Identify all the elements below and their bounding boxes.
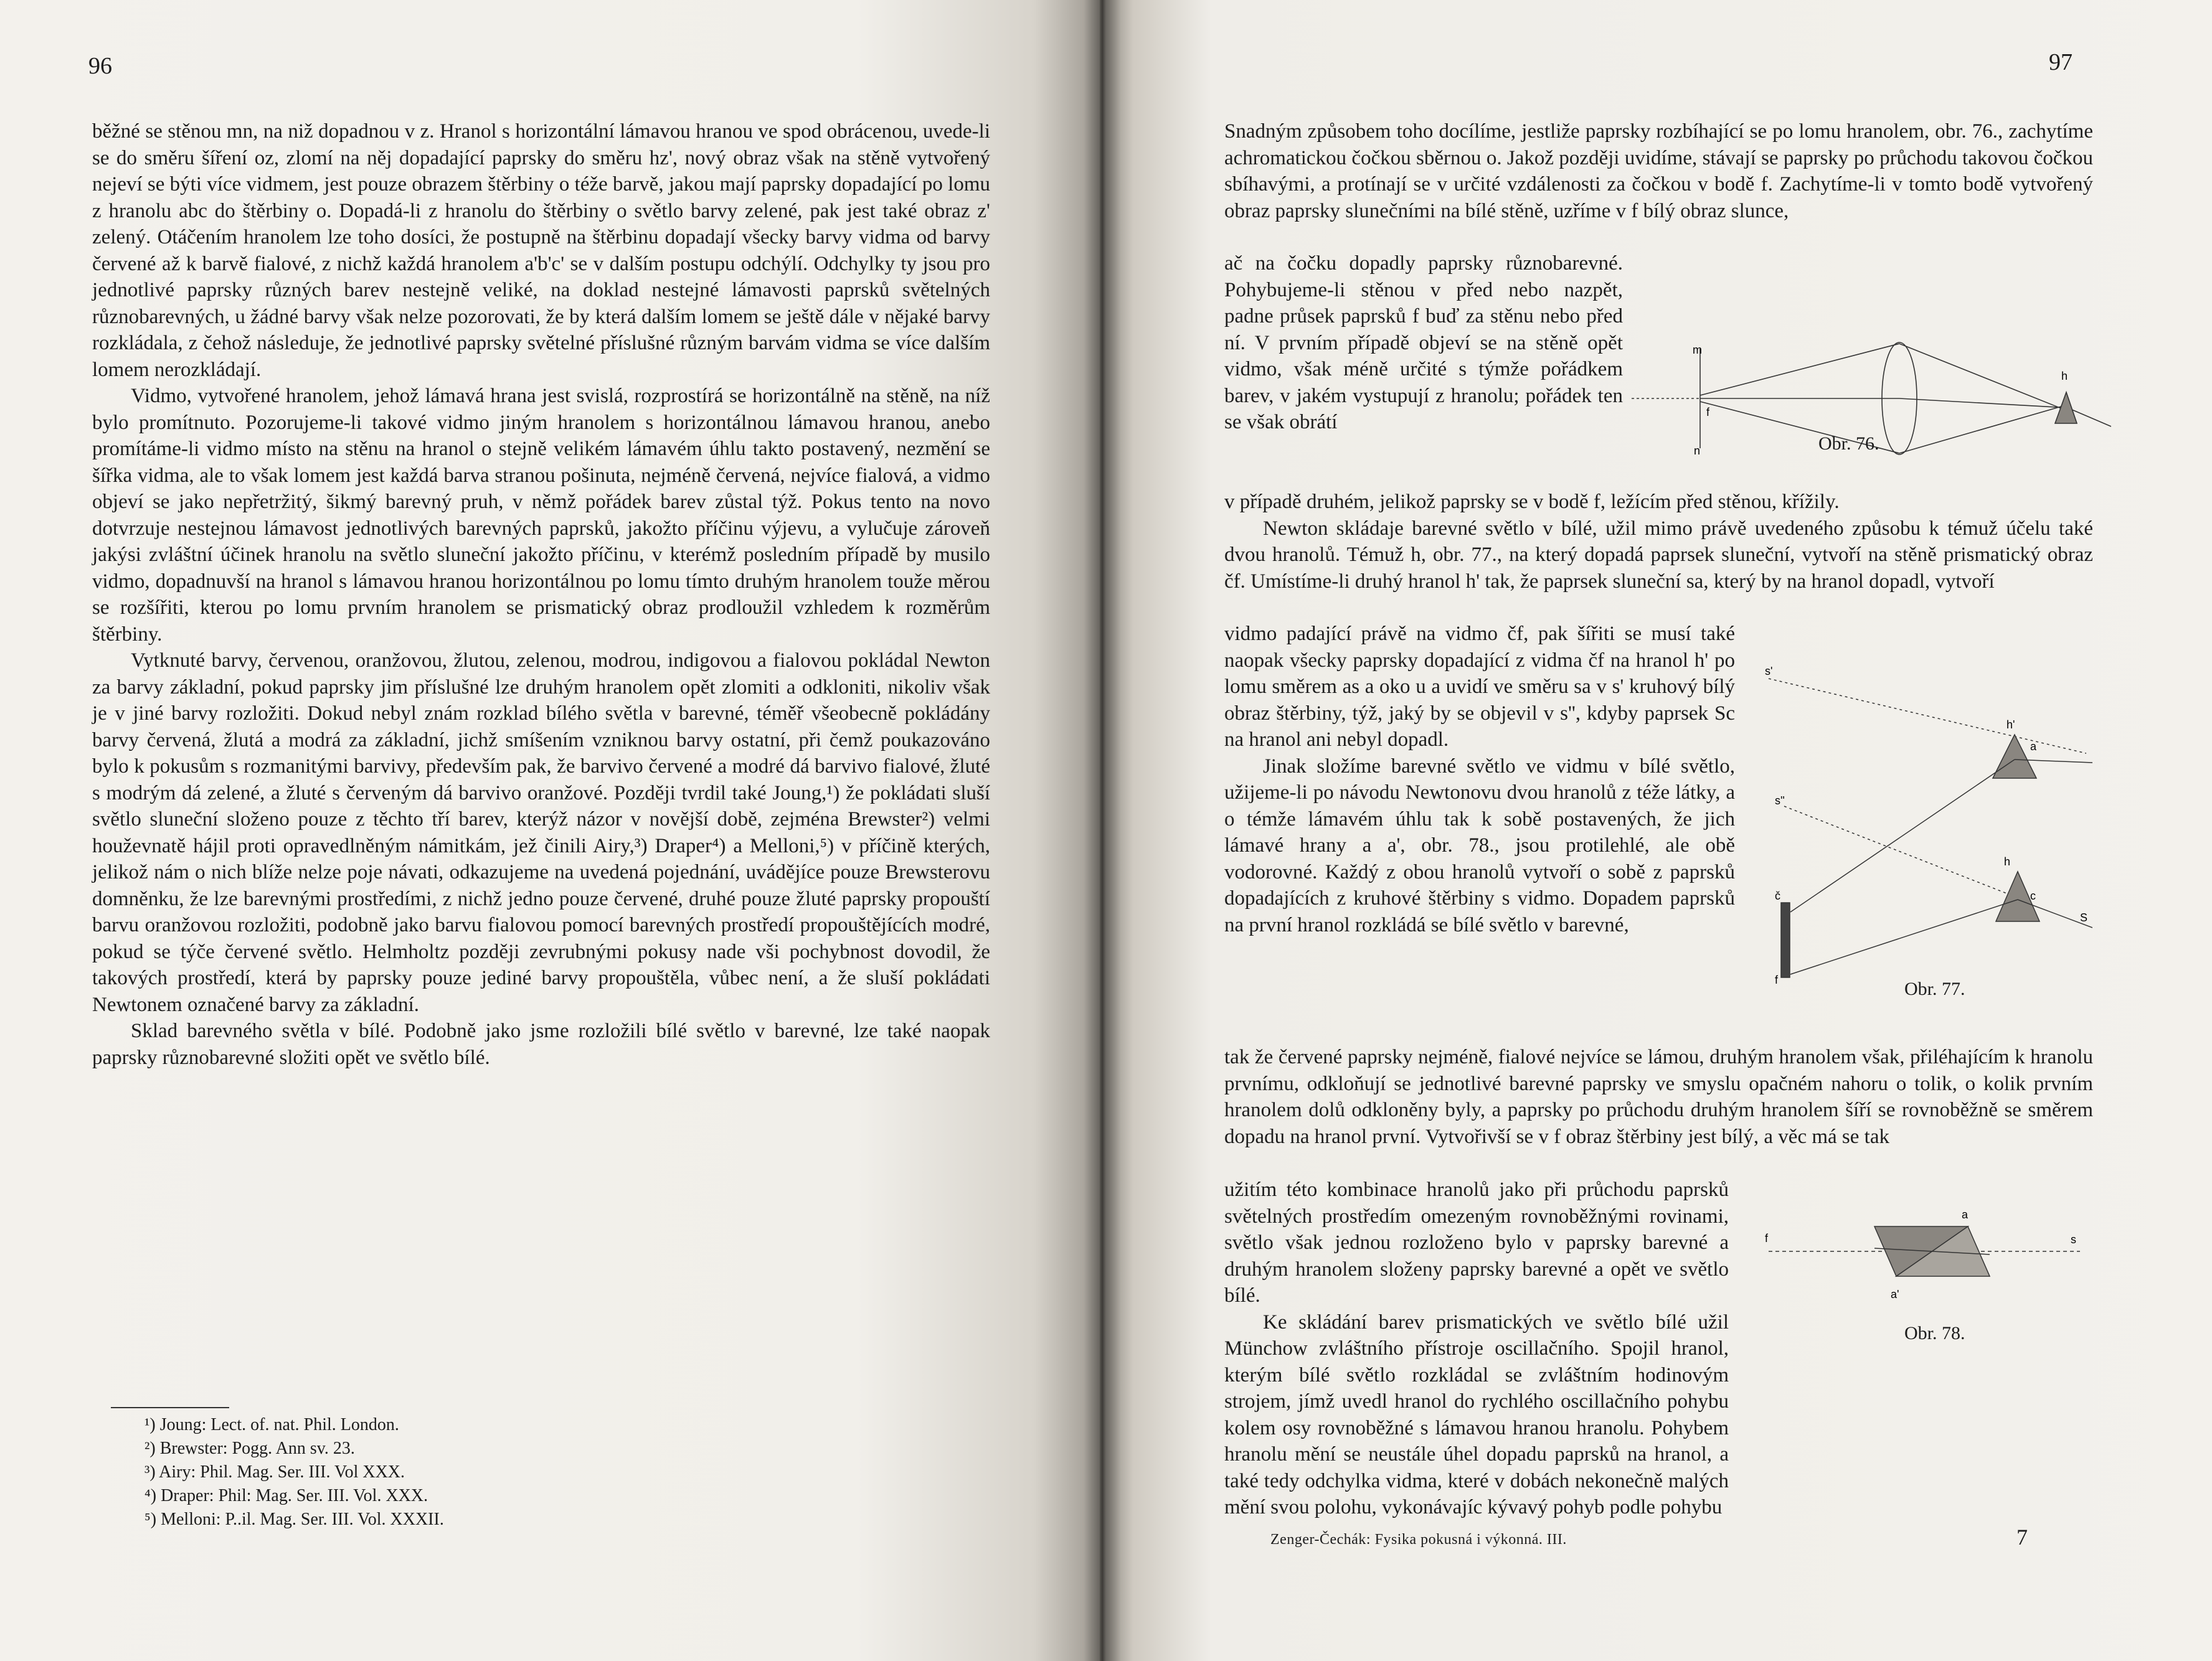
- left-paragraph-2: Vidmo, vytvořené hranolem, jehož lámavá hrana jest svislá, rozprostírá se horizontálně na stěně, na níž bylo promítnuto. Pozorujeme-li takové vidmo jiným hranolem s horizontálnou lámavou hranou, anebo promítáme-li vidmo místo na stěnu na hranol o stejně velikém lámavém úhlu takto postavený, nezmění se šířka vidma, ale to však lomem jest každá barva stranou pošinuta, nejméně červená, nejvíce fialová, a vidmo objeví se jako nepřetržitý, šikmý barevný pruh, v němž pořádek barev zůstal týž. Pokus tento na novo dotvrzuje nestejnou lámavost jednotlivých barevných paprsků, jakožto příčinu výjevu, a vylučuje zároveň jakýsi zvláštní účinek hranolu na světlo sluneční jakožto příčinu, v kterémž posledním případě by musilo vidmo, dopadnuvší na hranol s lámavou hranou horizontálnou po lomu tímto druhým hranolem touže měrou se rozšířiti, kterou po lomu prvním hranolem se prismatický obraz prodloužil vzhledem k rozměrům štěrbiny.: [92, 385, 990, 646]
- fig77-label-h: h: [2004, 855, 2011, 868]
- fig76-label-n: n: [1694, 445, 1701, 457]
- left-body: [92, 118, 990, 1071]
- right-paragraph-9: Ke skládání barev prismatických ve světlo bílé užil Münchow zvláštního přístroje oscillačního. Spojil hranol, kterým bílé světlo rozkládal se zvláštním hodinovým strojem, jímž uvedl hranol do rychlého oscillačního pohybu kolem osy rovnoběžné s lámavou hranou hranolu. Pohybem hranolu mění se neustále úhel dopadu paprsků na hranol, a také tedy odchylka vidma, které v dobách nekonečně malých mění svou polohu, vykonávajíc kývavý pohyb podle pohybu: [1224, 1310, 1729, 1518]
- right-text-block-3: [1224, 1044, 2093, 1150]
- signature-mark: 7: [2016, 1525, 2028, 1550]
- right-paragraph-4: Newton skládaje barevné světlo v bílé, užil mimo právě uvedeného způsobu k témuž účelu také dvou hranolů. Témuž h, obr. 77., na který dopadá paprsek sluneční, vytvoří na stěně prismatický obraz čf. Umístíme-li druhý hranol h' tak, že paprsek sluneční sa, který by na hranol dopadl, vytvoří: [1224, 517, 2093, 593]
- right-paragraph-2: ač na čočku dopadly paprsky různobarevné. Pohybujeme-li stěnou v před nebo nazpět, padne průsek paprsků f buď za stěnu nebo před ní. V prvním případě objeví se na stěně opět vidmo, však méně určité s týmže pořádkem barev, v jakém vystupují z hranolu; pořádek ten se však obrátí: [1224, 252, 1623, 433]
- fig77-label-s: S: [2080, 911, 2088, 924]
- fig77-label-f: f: [1775, 974, 1779, 984]
- right-top-paragraph: [1224, 118, 2093, 224]
- fig76-label-f: f: [1706, 406, 1710, 418]
- book-gutter: [1084, 0, 1121, 1661]
- figure-78-drawing: [1762, 1205, 2086, 1310]
- wrap-text-fig78: [1224, 1177, 1729, 1521]
- right-paragraph-1: Snadným způsobem toho docílíme, jestliže paprsky rozbíhající se po lomu hranolem, obr. 76., zachytíme achromatickou čočkou sběrnou o. Jakož později uvidíme, stávají se paprsky po průchodu takovou čočkou sbíhavými, a protínají se v určité vzdálenosti za čočkou v bodě f. Zachytíme-li v tomto bodě vytvořený obraz paprsky slunečními na bílé stěně, uzříme v f bílý obraz slunce,: [1224, 120, 2093, 222]
- right-paragraph-8: užitím této kombinace hranolů jako při průchodu paprsků světelných prostředím omezeným rovnoběžnými rovinami, světlo však jednou rozloženo bylo v paprsky barevné a druhým hranolem složeny paprsky barevné a opět ve světlo bílé.: [1224, 1179, 1729, 1307]
- left-page: [0, 0, 1100, 1661]
- fig77-label-c: c: [2030, 890, 2036, 902]
- figure-78: [1762, 1205, 2086, 1310]
- fig77-label-h1: h': [2006, 718, 2015, 731]
- fig77-label-cz: č: [1775, 890, 1780, 902]
- footnote-1: ¹) Joung: Lect. of. nat. Phil. London.: [144, 1415, 399, 1434]
- caption-fig77: Obr. 77.: [1904, 979, 1965, 999]
- page-footer: Zenger-Čechák: Fysika pokusná i výkonná. III.: [1270, 1532, 1567, 1548]
- caption-fig76: Obr. 76.: [1818, 433, 1879, 454]
- footnote-4: ⁴) Draper: Phil: Mag. Ser. III. Vol. XXX.: [144, 1486, 428, 1505]
- fig78-label-a1: a': [1891, 1288, 1899, 1301]
- fig78-label-a: a: [1962, 1208, 1969, 1221]
- fig77-label-s1: s': [1765, 666, 1773, 677]
- caption-fig78: Obr. 78.: [1904, 1323, 1965, 1343]
- footnote-5: ⁵) Melloni: P..il. Mag. Ser. III. Vol. XXXII.: [144, 1510, 444, 1529]
- fig76-label-m: m: [1693, 344, 1702, 356]
- left-paragraph-4: Sklad barevného světla v bílé. Podobně jako jsme rozložili bílé světlo v barevné, lze také naopak paprsky různobarevné složiti opět ve světlo bílé.: [92, 1020, 990, 1069]
- footnote-rule: [111, 1407, 229, 1408]
- figure-77-drawing: [1756, 666, 2092, 984]
- fig77-label-s2: s'': [1775, 794, 1785, 807]
- left-paragraph-3: Vytknuté barvy, červenou, oranžovou, žlutou, zelenou, modrou, indigovou a fialovou pokládal Newton za barvy základní, pokud paprsky jim příslušné lze druhým hranolem opět zlomiti a odkloniti, nikoliv však je v jiné barvy rozložiti. Dokud nebyl znám rozklad bílého světla v barevné, téměř všeobecně pokládány barvy červená, žlutá a modrá za základní, jichž smíšením vzniknou barvy ostatní, při čemž poukazováno bylo k pokusům s rozmanitými barvivy, především pak, že barvivo červené a modré dá barvivo fialové, žluté s modrým dá zelené, a žluté s červeným dá barvivo oranžové. Později tvrdil také Joung,¹) že pokládati sluší světlo sluneční složeno pouze z těchto tří barev, kterýž názor v novější době, zejména Brewster²) velmi houževnatě hájil proti opravedlněným námitkám, jež činili Airy,³) Draper⁴) a Melloni,⁵) v příčině kterých, jelikož nám o nich blíže nelze poje návati, odkazujeme na uvedená pojednání, uvádějíce pouze Brewsterovu domněnku, že lze barevnými prostředími, z nichž jedno pouze červené, druhé pouze žluté paprsky propouští barvu oranžovou rozložiti, podobně jako barvu fialovou pomocí barevných prostředí propouštějících modré, pokud se týče červené světlo. Helmholtz později zevrubnými pokusy nade vši pochybnost dovodil, že takových prostředí, která by paprsky pouze jediné barvy propouštěla, vůbec není, a že sluší pokládati Newtonem označené barvy za základní.: [92, 649, 990, 1016]
- right-paragraph-7: tak že červené paprsky nejméně, fialové nejvíce se lámou, druhým hranolem však, přiléhajícím k hranolu prvnímu, odkloňují se jednotlivé barevné paprsky ve smyslu opačném nahoru o tolik, o kolik prvním hranolem dolů odkloněny byly, a paprsky po průchodu druhým hranolem šíří se rovnoběžně se směrem dopadu na hranol první. Vytvořivší se v f obraz štěrbiny jest bílý, a věc má se tak: [1224, 1046, 2093, 1148]
- page-number-right: 97: [2049, 49, 2073, 75]
- right-paragraph-5: vidmo padající právě na vidmo čf, pak šířiti se musí také naopak všecky paprsky dopadající z vidma čf na hranol h' po lomu směrem as a oko u a uvidí ve směru sa v s' kruhový bílý obraz štěrbiny, týž, jaký by se objevil v s'', kdyby paprsek Sc na hranol ani nebyl dopadl.: [1224, 623, 1735, 751]
- fig78-label-s: s: [2071, 1233, 2076, 1246]
- wrap-text-fig77: [1224, 621, 1735, 938]
- footnote-3: ³) Airy: Phil. Mag. Ser. III. Vol XXX.: [144, 1462, 405, 1482]
- page-number-left: 96: [88, 53, 112, 79]
- fig78-label-f: f: [1765, 1232, 1769, 1245]
- right-paragraph-6: Jinak složíme barevné světlo ve vidmu v bílé světlo, užijeme-li po návodu Newtonovu dvou hranolů z téže látky, a o témže lámavém úhlu tak k sobě postavených, že jich lámavé hrany a a', obr. 78., jsou protilehlé, ale obě vodorovné. Každý z obou hranolů vytvoří o sobě z paprsků dopadajících z kruhové štěrbiny s vidmo. Dopadem paprsků na první hranol rozkládá se bílé světlo v barevné,: [1224, 755, 1735, 936]
- footnote-2: ²) Brewster: Pogg. Ann sv. 23.: [144, 1439, 355, 1458]
- footnotes: [144, 1413, 705, 1532]
- right-text-block-2: [1224, 489, 2093, 595]
- fig76-label-h: h: [2061, 370, 2068, 382]
- wrap-text-fig76: [1224, 250, 1623, 436]
- right-paragraph-3: v případě druhém, jelikož paprsky se v bodě f, ležícím před stěnou, křížily.: [1224, 491, 1840, 513]
- figure-77: [1756, 666, 2092, 984]
- left-paragraph-1: běžné se stěnou mn, na niž dopadnou v z. Hranol s horizontální lámavou hranou ve spod obrácenou, uvede-li se do směru šíření oz, zlomí na něj dopadající paprsky do směru hz', nový obraz však na stěně vytvořený nejeví se býti více vidmem, jest pouze obrazem štěrbiny o téže barvě, jakou mají paprsky dopadající po lomu z hranolu abc do štěrbiny o. Dopadá-li z hranolu do štěrbiny o světlo barvy zelené, pak jest také obraz z' zelený. Otáčením hranolem lze toho dosíci, že postupně na štěrbinu dopadají všecky barvy vidma od barvy červené až k barvě fialové, z nichž každá hranolem a'b'c' se v dalším postupu odchýlí. Odchylky ty jsou pro jednotlivé paprsky různých barev nestejně veliké, na doklad nestejné lámavosti paprsků světelných různobarevných, u žádné barvy však nelze pozorovati, že by která dalším lomem se ještě dále v nějaké barvy rozkládala, z čehož následuje, že jednotlivé paprsky světelné příslušné různým barvám vidma se více dalším lomem nerozkládají.: [92, 120, 990, 381]
- fig77-label-a: a: [2030, 740, 2037, 753]
